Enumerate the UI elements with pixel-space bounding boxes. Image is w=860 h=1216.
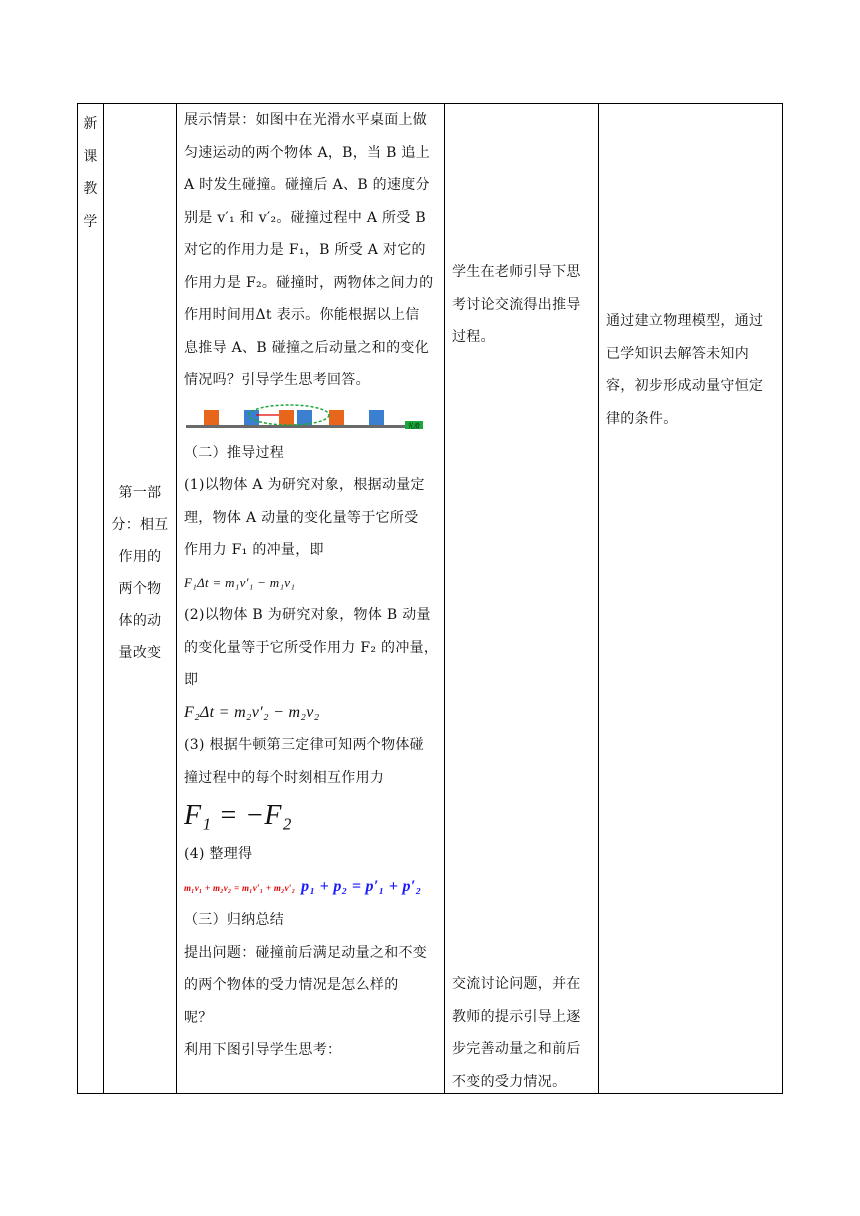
stage-char: 教: [83, 181, 98, 197]
part-line: 体的动: [118, 613, 162, 629]
student-line: 不变的受力情况。: [452, 1073, 567, 1090]
intro-line: 息推导 A、B 碰撞之后动量之和的变化: [184, 339, 429, 356]
equation-4-red: m₁v₁ + m₂v₂ = m₁v′₁ + m₂v′₂: [184, 882, 296, 893]
equation-4-blue: p₁ + p₂ = p′₁ + p′₂: [301, 877, 422, 895]
step-line: 的变化量等于它所受作用力 F₂ 的冲量，: [184, 639, 439, 656]
intro-line: 情况吗？引导学生思考回答。: [184, 372, 370, 388]
section-heading: （二）推导过程: [184, 444, 285, 461]
block-b-after: [369, 410, 384, 425]
summary-line: 的两个物体的受力情况是怎么样的: [184, 977, 399, 993]
student-line: 过程。: [452, 329, 495, 345]
col-divider: [444, 104, 445, 1093]
block-b-before: [244, 410, 259, 425]
student-line: 学生在老师引导下思: [452, 264, 581, 280]
student-answer-1: [452, 256, 598, 354]
step-line: (3) 根据牛顿第三定律可知两个物体碰: [184, 737, 424, 753]
summary-line: 提出问题：碰撞前后满足动量之和不变: [184, 944, 428, 961]
equation-1: F₁Δt = m₁v′₁ − m₁v₁: [184, 574, 296, 590]
step-line: 作用力 F₁ 的冲量，即: [184, 542, 324, 558]
section-heading: （三）归纳总结: [184, 912, 285, 928]
col-divider: [176, 104, 177, 1093]
block-b-collide: [297, 410, 312, 425]
purpose-line: 通过建立物理模型，通过: [606, 313, 764, 329]
equation-2: F₂Δt = m₂v′₂ − m₂v₂: [184, 703, 320, 721]
intro-line: 作用时间用Δt 表示。你能根据以上信: [184, 307, 420, 323]
diagram-label: 光滑: [407, 423, 421, 430]
summary-line: 呢？: [184, 1009, 213, 1026]
block-a-before: [204, 410, 219, 425]
part-line: 分：相互: [111, 517, 169, 533]
intro-line: 对它的作用力是 F₁，B 所受 A 对它的: [184, 242, 426, 258]
equation-4: [184, 871, 444, 905]
step-line: 撞过程中的每个时刻相互作用力: [184, 769, 385, 786]
step-line: (2)以物体 B 为研究对象，物体 B 动量: [184, 607, 431, 623]
stage-char: 新: [83, 116, 98, 132]
stage-char: 课: [83, 148, 98, 165]
intro-line: 展示情景：如图中在光滑水平桌面上做: [184, 112, 428, 128]
student-line: 考讨论交流得出推导: [452, 296, 581, 313]
step-line: (1)以物体 A 为研究对象，根据动量定: [184, 477, 425, 493]
student-line: 交流讨论问题，并在: [452, 976, 581, 992]
purpose-line: 已学知识去解答未知内: [606, 345, 749, 362]
equation-3: F₁ = −F₂: [184, 800, 292, 831]
intro-line: A 时发生碰撞。碰撞后 A、B 的速度分: [184, 177, 430, 193]
student-line: 教师的提示引导上逐: [452, 1008, 581, 1025]
stage-char: 学: [83, 213, 98, 230]
col-divider: [598, 104, 599, 1093]
part-line: 作用的: [118, 549, 162, 565]
block-a-after: [329, 410, 344, 425]
teacher-column: [184, 104, 444, 1067]
intro-line: 别是 v′₁ 和 v′₂。碰撞过程中 A 所受 B: [184, 209, 426, 226]
part-line: 两个物: [118, 581, 162, 597]
intro-line: 作用力是 F₂。碰撞时，两物体之间力的: [184, 274, 434, 291]
intro-line: 匀速运动的两个物体 A，B，当 B 追上: [184, 144, 431, 161]
summary-line: 利用下图引导学生思考：: [184, 1042, 342, 1058]
student-line: 步完善动量之和前后: [452, 1041, 581, 1057]
stage-column: [78, 108, 103, 238]
purpose-line: 律的条件。: [606, 410, 678, 427]
part-column: [104, 477, 176, 669]
step-line: 即: [184, 672, 199, 688]
part-line: 量改变: [118, 645, 162, 661]
lesson-table: [77, 103, 783, 1094]
student-answer-2: [452, 968, 598, 1098]
step-line: 理，物体 A 动量的变化量等于它所受: [184, 509, 419, 526]
purpose-line: 容，初步形成动量守恒定: [606, 378, 764, 394]
purpose-column: [606, 305, 778, 435]
collision-diagram: [184, 403, 424, 431]
part-line: 第一部: [118, 485, 162, 501]
step-line: (4) 整理得: [184, 846, 253, 862]
block-a-collide: [279, 410, 294, 425]
